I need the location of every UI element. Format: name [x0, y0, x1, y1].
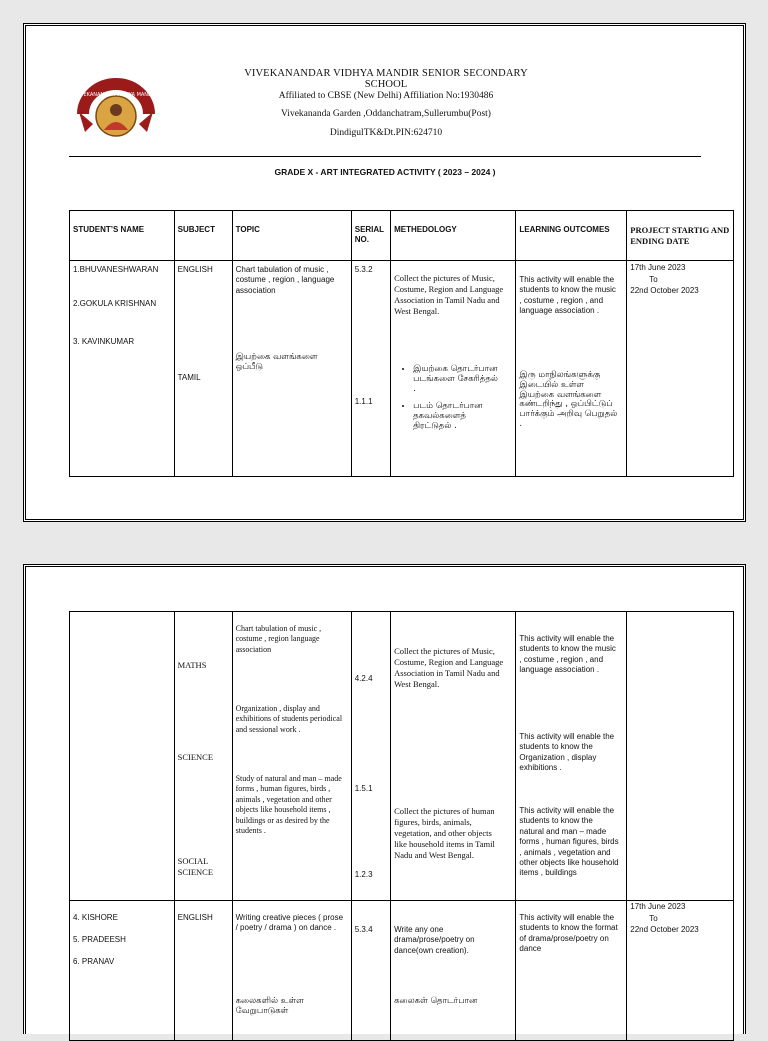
subject-maths: MATHS [177, 660, 207, 670]
subject-cell [174, 901, 232, 1041]
outcome-social-science: This activity will enable the students to know the natural and man – made forms , human figures, birds , animals , vegetation and other objects like household items , buildings [519, 806, 619, 878]
subject-english: ENGLISH [177, 913, 213, 922]
serial-cell [351, 612, 390, 901]
outcome-english: This activity will enable the students to know the format of drama/prose/poetry on dance [519, 913, 618, 954]
date-to: To [649, 275, 658, 284]
subject-english: ENGLISH [177, 265, 213, 274]
address-line: Vivekananda Garden ,Oddanchatram,Sullerumbu(Post) [281, 109, 491, 119]
activity-title: GRADE X - ART INTEGRATED ACTIVITY ( 2023 – 2024 ) [274, 167, 496, 177]
serial-english: 5.3.2 [354, 265, 373, 274]
header-topic: TOPIC [232, 211, 351, 261]
outcome-maths: This activity will enable the students to know the music , costume , region , and language association . [519, 634, 616, 675]
pin-line: DindigulTK&Dt.PIN:624710 [329, 128, 443, 138]
topic-tamil: கலைகளில் உள்ள வேறுபாடுகள் [235, 996, 304, 1016]
date-end: 22nd October 2023 [630, 925, 699, 934]
subject-social-science: SOCIAL SCIENCE [177, 856, 214, 878]
activity-table-page-2 [69, 611, 734, 1041]
topic-cell [232, 261, 351, 477]
activity-table-page-1 [69, 210, 734, 477]
serial-science: 1.5.1 [354, 784, 373, 793]
date-end: 22nd October 2023 [630, 286, 699, 295]
method-maths: Collect the pictures of Music, Costume, Region and Language Association in Tamil Nadu and West Bengal. [394, 646, 504, 690]
date-start: 17th June 2023 [630, 902, 686, 911]
topic-english: Chart tabulation of music , costume , region , language association [235, 265, 335, 295]
subject-cell [174, 612, 232, 901]
school-logo [71, 74, 161, 146]
header-student-name: STUDENT’S NAME [70, 211, 175, 261]
header-project-dates: PROJECT STARTIG AND ENDING DATE [627, 211, 734, 261]
date-to: To [649, 914, 658, 923]
methodology-cell [391, 901, 516, 1041]
topic-science: Organization , display and exhibitions of students periodical and sessional work . [235, 704, 343, 734]
affiliation-line: Affiliated to CBSE (New Delhi) Affiliation No:1930486 [278, 91, 494, 101]
header-divider [69, 156, 701, 157]
header-methodology: METHEDOLOGY [391, 211, 516, 261]
methodology-cell [391, 261, 516, 477]
topic-maths: Chart tabulation of music , costume , region language association [235, 624, 322, 654]
outcome-cell [516, 612, 627, 901]
dates-cell [627, 261, 734, 477]
outcome-science: This activity will enable the students to know the Organization , display exhibitions . [519, 732, 615, 773]
outcome-english: This activity will enable the students to know the music , costume , region , and language association . [519, 275, 616, 316]
students-cell-empty [70, 612, 175, 901]
document-page-2 [23, 564, 746, 1034]
dates-cell-empty [627, 612, 734, 901]
students-cell [70, 901, 175, 1041]
header-learning-outcomes: LEARNING OUTCOMES [516, 211, 627, 261]
topic-tamil: இயற்கை வளங்களை ஒப்பீடு [235, 352, 318, 372]
method-english: Collect the pictures of Music, Costume, Region and Language Association in Tamil Nadu and West Bengal. [394, 273, 504, 317]
methodology-cell [391, 612, 516, 901]
serial-tamil: 1.1.1 [354, 397, 373, 406]
method-tamil-item: • இயற்கை தொடர்பான படங்களை சேகரித்தல் . [413, 365, 503, 394]
students-cell [70, 261, 175, 477]
subject-tamil: TAMIL [177, 373, 201, 382]
outcome-cell [516, 901, 627, 1041]
student-name: 5. PRADEESH [73, 935, 126, 944]
date-start: 17th June 2023 [630, 263, 686, 272]
method-social-science: Collect the pictures of human figures, birds, animals, vegetation, and other objects like household items in Tamil Nadu and West Bengal. [394, 806, 495, 861]
header-subject: SUBJECT [174, 211, 232, 261]
student-name: 4. KISHORE [73, 913, 118, 922]
subject-science: SCIENCE [177, 752, 214, 762]
outcome-cell [516, 261, 627, 477]
method-tamil-list [399, 365, 503, 440]
header-serial: SERIAL NO. [351, 211, 390, 261]
topic-cell [232, 612, 351, 901]
outcome-tamil: இரு மாநிலங்களுக்கு இடையில் உள்ள இயற்கை வளங்களை கண்டறிந்து , ஒப்பிட்டுப் பார்க்கும் அறிவு பெறுதல் . [519, 370, 618, 429]
serial-cell [351, 901, 390, 1041]
student-name: 1.BHUVANESHWARAN [73, 265, 159, 274]
school-name: VIVEKANANDAR VIDHYA MANDIR SENIOR SECONDARY SCHOOL [244, 68, 528, 90]
serial-cell [351, 261, 390, 477]
student-name: 2.GOKULA KRISHNAN [73, 299, 157, 308]
method-tamil-item: • படம் தொடர்பான தகவல்களைத் திரட்டுதல் . [413, 402, 503, 431]
subject-cell [174, 261, 232, 477]
serial-english: 5.3.4 [354, 925, 373, 934]
dates-cell [627, 901, 734, 1041]
serial-social-science: 1.2.3 [354, 870, 373, 879]
serial-maths: 4.2.4 [354, 674, 373, 683]
method-english: Write any one drama/prose/poetry on dance(own creation). [394, 925, 475, 955]
student-name: 3. KAVINKUMAR [73, 337, 135, 346]
topic-cell [232, 901, 351, 1041]
topic-english: Writing creative pieces ( prose / poetry / drama ) on dance . [235, 913, 344, 933]
student-name: 6. PRANAV [73, 957, 115, 966]
document-page-1 [23, 23, 746, 522]
svg-text:VIVEKANANDAR VIDHYA MANDIR: VIVEKANANDAR VIDHYA MANDIR [75, 92, 157, 98]
method-tamil: கலைகள் தொடர்பான [394, 996, 478, 1006]
topic-social-science: Study of natural and man – made forms , human figures, birds , animals , vegetation and other objects like household items , buildings or as desired by the students . [235, 774, 342, 835]
